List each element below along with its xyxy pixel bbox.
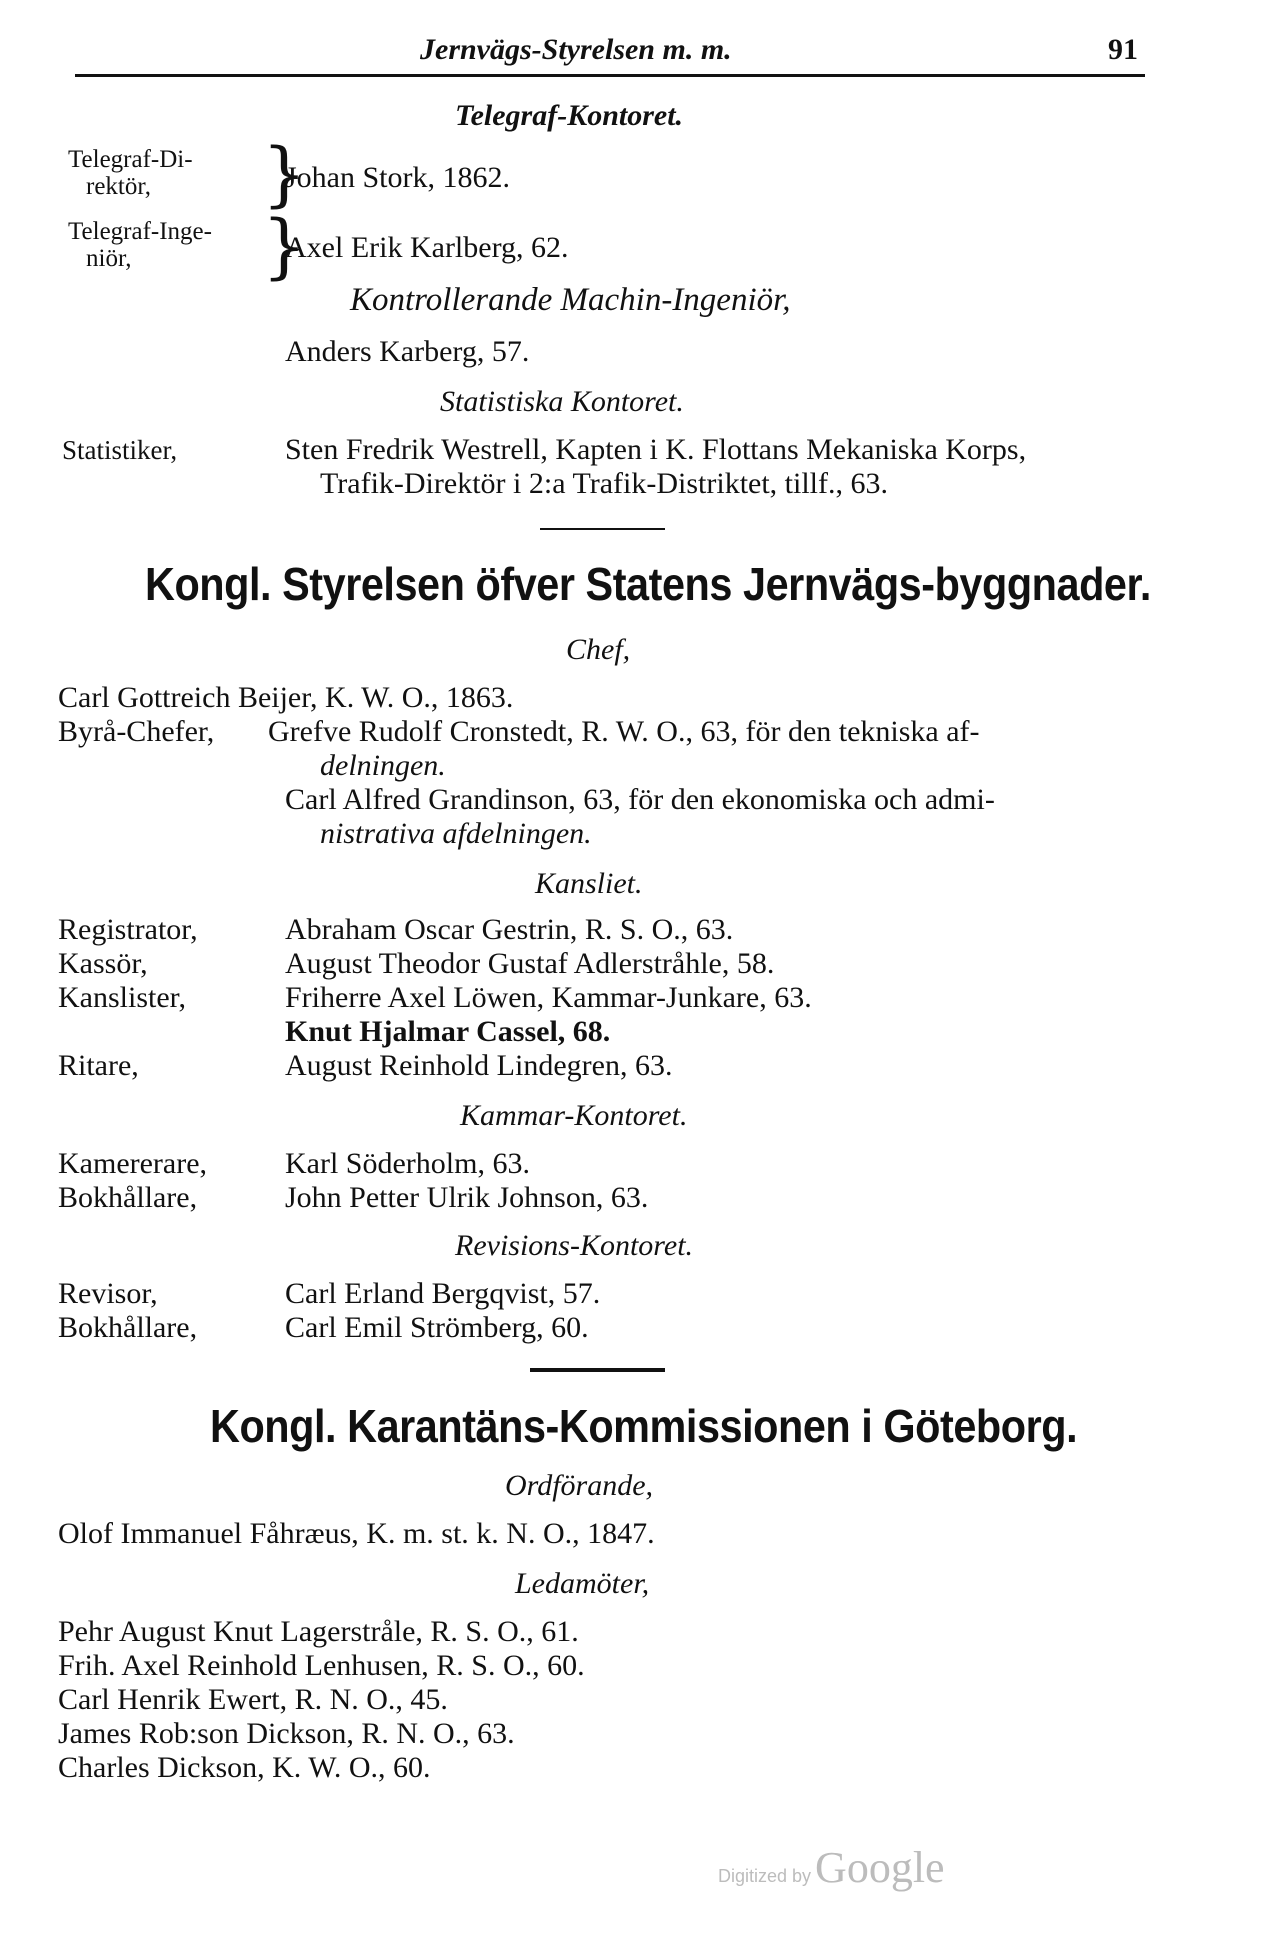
telegraf-direktor-title: Telegraf-Di- rektör, [68, 146, 193, 200]
member-1: Pehr August Knut Lagerstråle, R. S. O., 61. [58, 1615, 579, 1648]
registrator-name: Abraham Oscar Gestrin, R. S. O., 63. [285, 913, 734, 946]
ledamoter-heading: Ledamöter, [515, 1567, 650, 1600]
kamererare-title: Kamererare, [58, 1147, 208, 1180]
statistiker-line2: Trafik-Direktör i 2:a Trafik-Distriktet, tillf., 63. [320, 467, 889, 500]
kamererare-name: Karl Söderholm, 63. [285, 1147, 530, 1180]
statistiker-line1: Sten Fredrik Westrell, Kapten i K. Flottans Mekaniska Korps, [285, 433, 1027, 466]
kontrollerande-name: Anders Karberg, 57. [285, 335, 530, 368]
bokhallare-name: John Petter Ulrik Johnson, 63. [285, 1181, 649, 1214]
byra-chef-1-line2: delningen. [320, 749, 446, 782]
kassor-name: August Theodor Gustaf Adlerstråhle, 58. [285, 947, 775, 980]
member-5: Charles Dickson, K. W. O., 60. [58, 1751, 431, 1784]
bokhallare-title: Bokhållare, [58, 1181, 198, 1214]
member-2: Frih. Axel Reinhold Lenhusen, R. S. O., 60. [58, 1649, 585, 1682]
ordforande-heading: Ordförande, [505, 1469, 654, 1502]
byra-chef-2-line2: nistrativa afdelningen. [320, 817, 592, 850]
ritare-title: Ritare, [58, 1049, 139, 1082]
member-3: Carl Henrik Ewert, R. N. O., 45. [58, 1683, 448, 1716]
styrelsen-title: Kongl. Styrelsen öfver Statens Jernvägs-byggnader. [145, 558, 1151, 610]
kontrollerande-heading: Kontrollerande Machin-Ingeniör, [350, 282, 791, 318]
brace-icon: } [262, 205, 307, 287]
ordforande-name: Olof Immanuel Fåhræus, K. m. st. k. N. O., 1847. [58, 1517, 655, 1550]
kassor-title: Kassör, [58, 947, 148, 980]
brace-icon: } [262, 133, 307, 215]
byra-chefer-title: Byrå-Chefer, [58, 715, 215, 748]
registrator-title: Registrator, [58, 913, 198, 946]
chef-name: Carl Gottreich Beijer, K. W. O., 1863. [58, 681, 514, 714]
running-title: Jernvägs-Styrelsen m. m. [420, 33, 732, 66]
telegraf-ingenior-title: Telegraf-Inge- niör, [68, 218, 212, 272]
google-watermark [718, 1842, 945, 1893]
revisions-heading: Revisions-Kontoret. [455, 1229, 694, 1262]
kanslist-1-name: Friherre Axel Löwen, Kammar-Junkare, 63. [285, 981, 812, 1014]
member-4: James Rob:son Dickson, R. N. O., 63. [58, 1717, 515, 1750]
statistiska-heading: Statistiska Kontoret. [440, 385, 684, 418]
karantans-title: Kongl. Karantäns-Kommissionen i Göteborg. [210, 1400, 1078, 1452]
kanslister-title: Kanslister, [58, 981, 186, 1014]
telegraf-ingenior-name: Axel Erik Karlberg, 62. [285, 231, 569, 264]
ritare-name: August Reinhold Lindegren, 63. [285, 1049, 673, 1082]
page-number: 91 [1108, 33, 1138, 66]
byra-chef-2-line1: Carl Alfred Grandinson, 63, för den ekonomiska och admi- [285, 783, 995, 816]
google-logo-text: Google [815, 1843, 945, 1892]
kanslist-2-name: Knut Hjalmar Cassel, 68. [285, 1015, 611, 1048]
digitized-by-text: Digitized by [718, 1866, 812, 1886]
revisions-bokhallare-name: Carl Emil Strömberg, 60. [285, 1311, 589, 1344]
revisor-name: Carl Erland Bergqvist, 57. [285, 1277, 601, 1310]
chef-heading: Chef, [566, 633, 631, 666]
revisor-title: Revisor, [58, 1277, 158, 1310]
revisions-bokhallare-title: Bokhållare, [58, 1311, 198, 1344]
kansliet-heading: Kansliet. [535, 867, 643, 900]
statistiker-title: Statistiker, [62, 435, 178, 465]
section-divider [530, 1368, 665, 1372]
header-rule [75, 74, 1145, 77]
byra-chef-1-line1: Grefve Rudolf Cronstedt, R. W. O., 63, för den tekniska af- [268, 715, 980, 748]
telegraf-heading: Telegraf-Kontoret. [455, 99, 684, 132]
short-divider [540, 528, 665, 530]
kammar-heading: Kammar-Kontoret. [460, 1099, 688, 1132]
telegraf-direktor-name: Johan Stork, 1862. [285, 161, 510, 194]
